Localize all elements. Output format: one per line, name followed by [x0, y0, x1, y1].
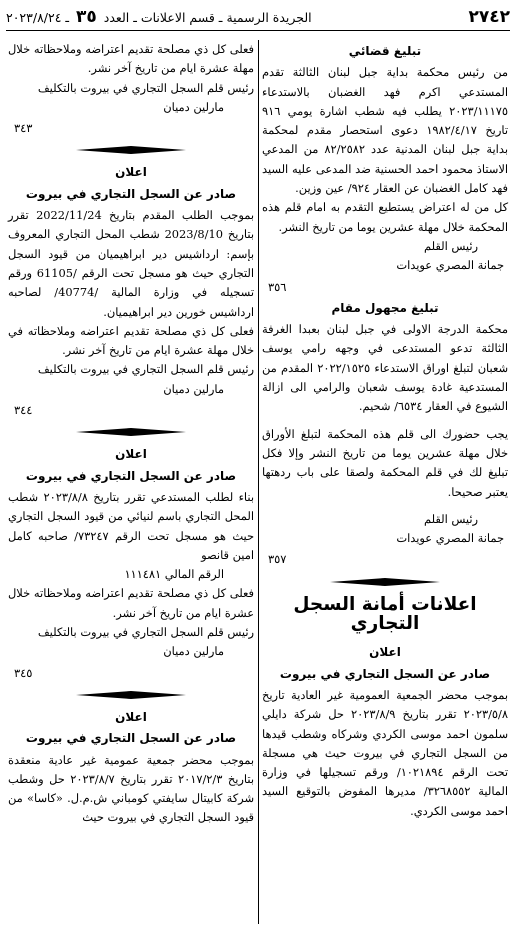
signature-name: جمانة المصري عويدات: [396, 258, 504, 273]
notice-title: تبليغ مجهول مقام: [331, 300, 439, 315]
notice-body: فعلى كل ذي مصلحة تقديم اعتراضه وملاحظاته خلال عشرة ايام من تاريخ آخر نشر.: [8, 586, 254, 620]
notice-body: كل من له اعتراض يستطيع التقدم به امام قلم هذه المحكمة خلال مهلة عشرين يوما من تاريخ النشر.: [262, 200, 508, 234]
page-header: [6, 4, 510, 31]
notice-title: صادر عن السجل التجاري في بيروت: [279, 666, 491, 681]
page-number: ٢٧٤٢: [468, 7, 510, 27]
separator-ornament: [262, 578, 508, 586]
separator-ornament: [8, 691, 254, 699]
notice-body: بموجب محضر جمعية عمومية غير عادية منعقدة بتاريخ ٢٠١٧/٢/٣ تقرر بتاريخ ٢٠٢٣/٨/٧ حل وشطب شركة كابيتال سايفتي كومباني ش.م.ل. «كاسا» من قيود السجل التجاري في بيروت حيث: [8, 752, 254, 825]
notice-label: اعلان: [115, 447, 147, 462]
signature-name: مارلين دميان: [163, 644, 224, 659]
notice-title: صادر عن السجل التجاري في بيروت: [25, 731, 237, 746]
section-title: اعلانات أمانة السجل التجاري: [293, 593, 477, 635]
notice-body: فعلى كل ذي مصلحة تقديم اعتراضه وملاحظاته في خلال مهلة عشرة ايام من تاريخ آخر نشر.: [8, 323, 254, 358]
notice-number: ٣٤٤: [14, 403, 33, 418]
signature-title: رئيس قلم السجل التجاري في بيروت بالتكليف: [37, 625, 254, 640]
notice-body: يجب حضورك الى قلم هذه المحكمة لتبلغ الأوراق خلال مهلة عشرين يوما من تاريخ النشر وإلا فكل تبليغ لك في قلم المحكمة ولصقا على باب ردهتها يعتبر صحيحا.: [262, 426, 508, 499]
notice-title: صادر عن السجل التجاري في بيروت: [25, 186, 237, 201]
financial-number: الرقم المالي ١١١٤٨١: [124, 567, 224, 582]
signature-name: مارلين دميان: [163, 381, 224, 396]
signature-name: مارلين دميان: [163, 99, 224, 114]
notice-number: ٣٥٦: [268, 279, 287, 294]
signature-title: رئيس قلم السجل التجاري في بيروت بالتكليف: [37, 362, 254, 377]
right-column: [262, 40, 508, 928]
separator-ornament: [8, 146, 254, 154]
notice-body: محكمة الدرجة الاولى في جبل لبنان بعبدا الغرفة الثالثة تدعو المستدعى في وجهه رامي يوسف شعبان لتبلغ اوراق الاستدعاء ٢٠٢٢/١٥٢٥ المقدم من المستدعية غادة يوسف شعبان والرامي الى ازالة الشيوع في العقار ٦٥٣٤/ شحيم.: [262, 322, 509, 414]
gazette-name: الجريدة الرسمية ـ قسم الاعلانات ـ العدد: [103, 10, 312, 25]
notice-body: بموجب محضر الجمعية العمومية غير العادية تاريخ ٢٠٢٣/٥/٨ تقرر بتاريخ ٢٠٢٣/٨/٩ حل شركة دايلي سلمون احمد موسى الكردي وشركاه وشطب قيدها من السجل التجاري في بيروت حيث هي مسجلة تحت الرقم ١٠٢١٨٩٤/ ورقم تسجيلها في وزارة المالية ٣٢٦٨٥٥٢/ مديرها المفوض بالتوقيع السيد احمد موسى الكردي.: [262, 687, 509, 818]
signature-name: جمانة المصري عويدات: [396, 531, 504, 546]
notice-label: اعلان: [115, 165, 147, 180]
gazette-masthead: [6, 7, 312, 27]
column-divider: [258, 40, 259, 924]
signature-title: رئيس قلم السجل التجاري في بيروت بالتكليف: [37, 80, 254, 95]
notice-label: اعلان: [115, 709, 147, 724]
notice-body: بناء لطلب المستدعي تقرر بتاريخ ٢٠٢٣/٨/٨ شطب المحل التجاري باسم لنيائي من قيود السجل التجاري حيث هو مسجل تحت الرقم ٧٣٢٤٧/ صاحبه كامل امين قانصو: [8, 489, 254, 562]
notice-body: من رئيس محكمة بداية جبل لبنان الثالثة تقدم المستدعي اكرم فهد الغضبان بالاستدعاء ٢٠٢٣/١١١٧٥ يطلب فيه شطب اشارة يومي ٩١٦ تاريخ ١٩٨٢/٤/١٧ دعوى استحصار مقدم لمحكمة بداية جبل لبنان المدنية عدد ٨٢/٢٥٨٢ من المدعي الاستاذ محمود احمد الحسنية ضد المدعى عليه السيد فهد كامل الغضبان عن العقار ٩٢٤/ عين وزين.: [262, 65, 508, 196]
signature-title: رئيس القلم: [424, 238, 478, 253]
issue-date: ـ ٢٠٢٣/٨/٢٤: [6, 10, 70, 25]
separator-ornament: [8, 428, 254, 436]
notice-number: ٣٥٧: [268, 552, 287, 567]
notice-title: صادر عن السجل التجاري في بيروت: [25, 468, 237, 483]
notice-body: بموجب الطلب المقدم بتاريخ 2022/11/24 تقرر بتاريخ 2023/8/10 شطب المحل التجاري المعروف بإسم: ارداشيس دير ابراهيميان من قيود السجل التجاري حيث هو مسجل تحت الرقم /61105 ورقم تسجيله في وزارة المالية /40774/ لصاحبه ارداشيس خورين دير ابراهيميان.: [8, 208, 254, 319]
left-column: [8, 40, 254, 928]
issue-number: ٣٥: [76, 7, 97, 27]
notice-number: ٣٤٣: [14, 121, 33, 136]
notice-title: تبليغ قضائي: [348, 44, 422, 58]
notice-label: اعلان: [369, 645, 401, 660]
notice-body: فعلى كل ذي مصلحة تقديم اعتراضه وملاحظاته خلال مهلة عشرة ايام من تاريخ آخر نشر.: [8, 42, 254, 76]
signature-title: رئيس القلم: [424, 511, 478, 526]
notice-number: ٣٤٥: [14, 665, 33, 680]
